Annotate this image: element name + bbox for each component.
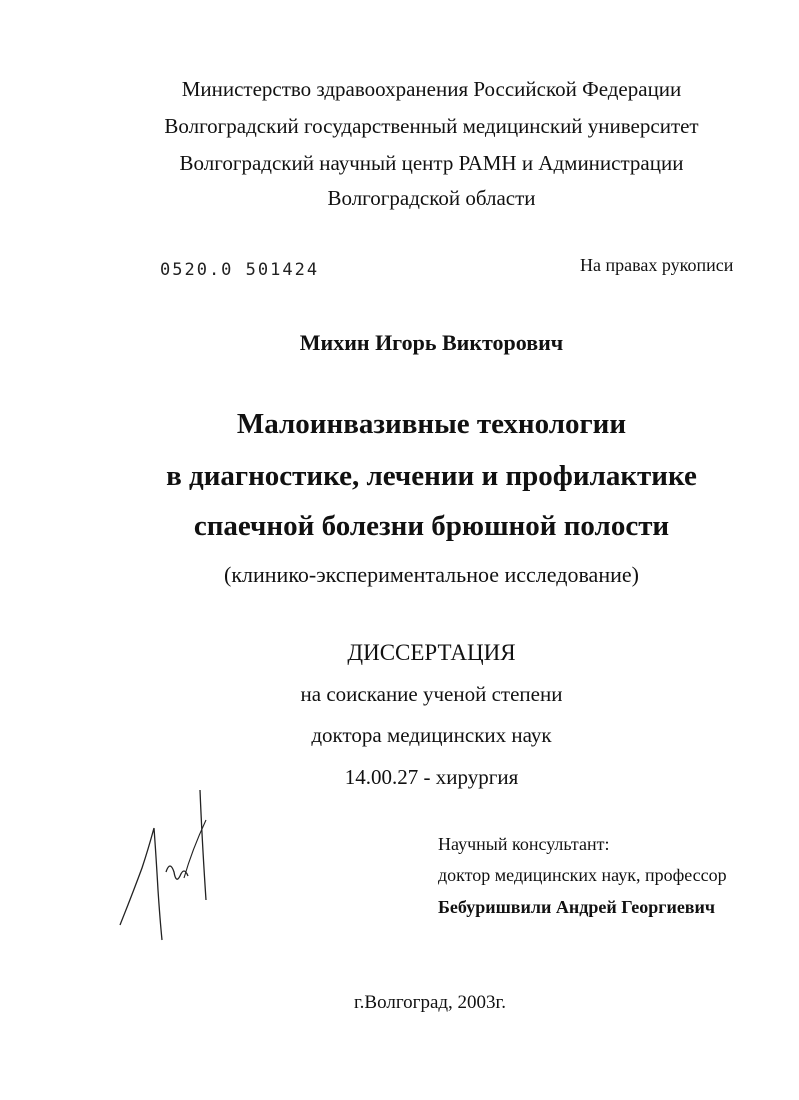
university-name: Волгоградский государственный медицинский университет bbox=[164, 114, 699, 138]
consultant-name: Бебуришвили Андрей Георгиевич bbox=[438, 897, 716, 917]
author-name: Михин Игорь Викторович bbox=[299, 330, 564, 355]
signature-mark bbox=[110, 780, 230, 950]
city-year: г.Волгоград, 2003г. bbox=[354, 992, 506, 1013]
research-center-line2: Волгоградской области bbox=[327, 186, 536, 210]
title-subtitle: (клинико-экспериментальное исследование) bbox=[224, 562, 639, 587]
specialty: 14.00.27 - хирургия bbox=[344, 765, 519, 789]
title-line2: в диагностике, лечении и профилактике bbox=[166, 460, 697, 492]
archive-number: 0520.0 501424 bbox=[160, 260, 320, 280]
title-line1: Малоинвазивные технологии bbox=[236, 408, 627, 440]
rights-note: На правах рукописи bbox=[580, 255, 734, 275]
consultant-label: Научный консультант: bbox=[438, 834, 610, 854]
consultant-title: доктор медицинских наук, профессор bbox=[438, 865, 727, 885]
dissertation-type: ДИССЕРТАЦИЯ bbox=[347, 640, 516, 665]
degree-line1: на соискание ученой степени bbox=[300, 682, 563, 706]
ministry-name: Министерство здравоохранения Российской Федерации bbox=[181, 77, 682, 101]
research-center-line1: Волгоградский научный центр РАМН и Администрации bbox=[179, 151, 684, 175]
degree-line2: доктора медицинских наук bbox=[311, 723, 552, 747]
title-line3: спаечной болезни брюшной полости bbox=[193, 510, 670, 542]
